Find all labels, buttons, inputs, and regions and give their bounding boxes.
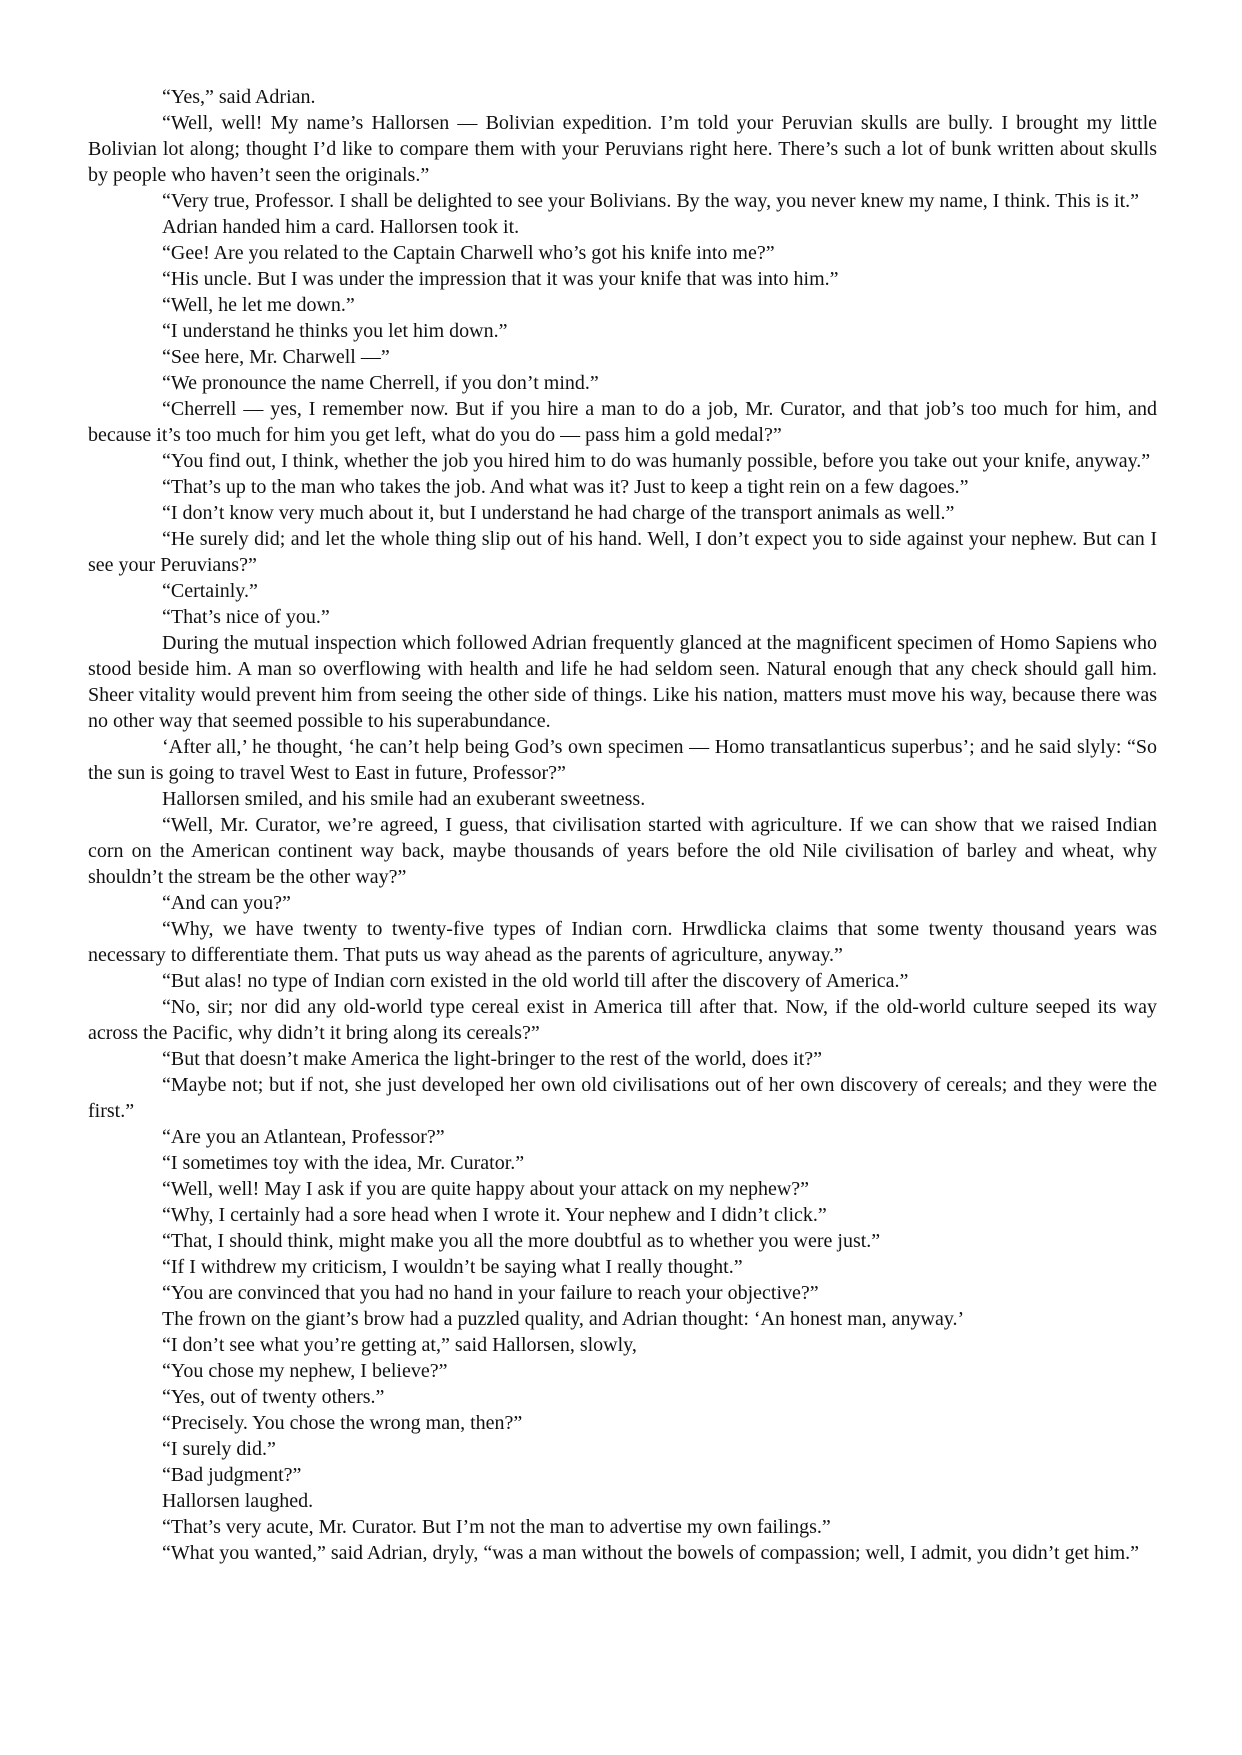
paragraph: “You chose my nephew, I believe?” bbox=[162, 1360, 448, 1382]
paragraph: “Well, well! May I ask if you are quite happy about your attack on my nephew?” bbox=[162, 1178, 810, 1200]
paragraph: “He surely did; and let the whole thing slip out of his hand. Well, I don’t expect you to side against your nephew. But can I see your Peruvians?” bbox=[88, 528, 1157, 576]
paragraph: “We pronounce the name Cherrell, if you don’t mind.” bbox=[162, 372, 599, 394]
paragraph: “Very true, Professor. I shall be delighted to see your Bolivians. By the way, you never knew my name, I think. This is it.” bbox=[162, 190, 1140, 212]
paragraph: “Why, I certainly had a sore head when I wrote it. Your nephew and I didn’t click.” bbox=[162, 1204, 827, 1226]
paragraph: “But alas! no type of Indian corn existed in the old world till after the discovery of America.” bbox=[162, 970, 909, 992]
paragraph: “And can you?” bbox=[162, 892, 291, 914]
paragraph: “Certainly.” bbox=[162, 580, 258, 602]
paragraph: “His uncle. But I was under the impression that it was your knife that was into him.” bbox=[162, 268, 839, 290]
paragraph: “That’s nice of you.” bbox=[162, 606, 330, 628]
paragraph: “Well, well! My name’s Hallorsen — Bolivian expedition. I’m told your Peruvian skulls are bully. I brought my little Bolivian lot along; thought I’d like to compare them with your Peruvians right here. There’s such a lot of bunk written about skulls by people who haven’t seen the originals.” bbox=[88, 112, 1157, 186]
paragraph: “If I withdrew my criticism, I wouldn’t be saying what I really thought.” bbox=[162, 1256, 743, 1278]
paragraph: “I sometimes toy with the idea, Mr. Curator.” bbox=[162, 1152, 525, 1174]
paragraph: “No, sir; nor did any old-world type cereal exist in America till after that. Now, if the old-world culture seeped its way across the Pacific, why didn’t it bring along its cereals?” bbox=[88, 996, 1157, 1044]
paragraph: During the mutual inspection which followed Adrian frequently glanced at the magnificent specimen of Homo Sapiens who stood beside him. A man so overflowing with health and life he had seldom seen. Natural enough that any check should gall him. Sheer vitality would prevent him from seeing the other side of things. Like his nation, matters must move his way, because there was no other way that seemed possible to his superabundance. bbox=[88, 632, 1157, 732]
paragraph: “You are convinced that you had no hand in your failure to reach your objective?” bbox=[162, 1282, 819, 1304]
paragraph: Hallorsen smiled, and his smile had an exuberant sweetness. bbox=[162, 788, 646, 810]
paragraph: ‘After all,’ he thought, ‘he can’t help being God’s own specimen — Homo transatlanticus superbus’; and he said slyly: “So the sun is going to travel West to East in future, Professor?” bbox=[88, 736, 1157, 784]
paragraph: “But that doesn’t make America the light-bringer to the rest of the world, does it?” bbox=[162, 1048, 822, 1070]
paragraph: “Are you an Atlantean, Professor?” bbox=[162, 1126, 445, 1148]
paragraph: “Precisely. You chose the wrong man, then?” bbox=[162, 1412, 523, 1434]
paragraph: “Well, Mr. Curator, we’re agreed, I guess, that civilisation started with agriculture. If we can show that we raised Indian corn on the American continent way back, maybe thousands of years before the old Nile civilisation of barley and wheat, why shouldn’t the stream be the other way?” bbox=[88, 814, 1157, 888]
paragraph: “You find out, I think, whether the job you hired him to do was humanly possible, before you take out your knife, anyway.” bbox=[162, 450, 1151, 472]
paragraph: “That, I should think, might make you all the more doubtful as to whether you were just.” bbox=[162, 1230, 881, 1252]
paragraph: “What you wanted,” said Adrian, dryly, “was a man without the bowels of compassion; well, I admit, you didn’t get him.” bbox=[162, 1542, 1140, 1564]
document-page bbox=[88, 84, 1157, 1566]
paragraph: Hallorsen laughed. bbox=[162, 1490, 314, 1512]
paragraph: “Why, we have twenty to twenty-five types of Indian corn. Hrwdlicka claims that some twenty thousand years was necessary to differentiate them. That puts us way ahead as the parents of agriculture, anyway.” bbox=[88, 918, 1157, 966]
paragraph: “I surely did.” bbox=[162, 1438, 276, 1460]
paragraph: “That’s very acute, Mr. Curator. But I’m not the man to advertise my own failings.” bbox=[162, 1516, 831, 1538]
paragraph: The frown on the giant’s brow had a puzzled quality, and Adrian thought: ‘An honest man, anyway.’ bbox=[162, 1308, 965, 1330]
paragraph: “Gee! Are you related to the Captain Charwell who’s got his knife into me?” bbox=[162, 242, 775, 264]
paragraph: “See here, Mr. Charwell —” bbox=[162, 346, 390, 368]
paragraph: “I understand he thinks you let him down.” bbox=[162, 320, 508, 342]
paragraph: “Maybe not; but if not, she just developed her own old civilisations out of her own discovery of cereals; and they were the first.” bbox=[88, 1074, 1157, 1122]
paragraph: “Bad judgment?” bbox=[162, 1464, 302, 1486]
paragraph: “I don’t know very much about it, but I understand he had charge of the transport animals as well.” bbox=[162, 502, 955, 524]
paragraph: “Yes,” said Adrian. bbox=[162, 86, 316, 108]
paragraph: “Cherrell — yes, I remember now. But if you hire a man to do a job, Mr. Curator, and that job’s too much for him, and because it’s too much for him you get left, what do you do — pass him a gold medal?” bbox=[88, 398, 1157, 446]
paragraph: “That’s up to the man who takes the job. And what was it? Just to keep a tight rein on a few dagoes.” bbox=[162, 476, 969, 498]
paragraph: “Well, he let me down.” bbox=[162, 294, 355, 316]
paragraph: “Yes, out of twenty others.” bbox=[162, 1386, 385, 1408]
paragraph: Adrian handed him a card. Hallorsen took it. bbox=[162, 216, 520, 238]
paragraph: “I don’t see what you’re getting at,” said Hallorsen, slowly, bbox=[162, 1334, 637, 1356]
